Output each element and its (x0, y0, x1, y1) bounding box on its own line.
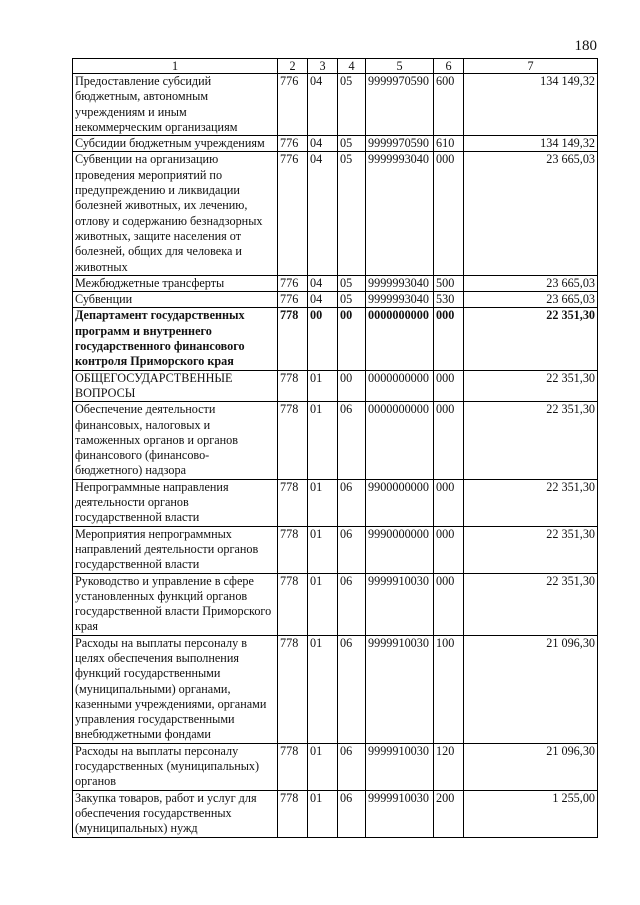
table-row (73, 308, 598, 370)
row-target-article-cell: 0000000000 (366, 308, 434, 370)
row-name-cell: Межбюджетные трансферты (73, 275, 278, 291)
row-target-article-cell: 9999993040 (366, 275, 434, 291)
row-subsection-cell: 06 (338, 526, 366, 573)
row-section-cell: 04 (308, 136, 338, 152)
row-name-cell: Непрограммные направления деятельности органов государственной власти (73, 479, 278, 526)
row-section-cell: 04 (308, 292, 338, 308)
row-target-article-cell: 9999910030 (366, 573, 434, 635)
row-expense-type-cell: 000 (434, 573, 464, 635)
table-body (73, 74, 598, 838)
header-col-7: 7 (464, 59, 598, 74)
row-section-cell: 01 (308, 790, 338, 837)
row-target-article-cell: 9999910030 (366, 635, 434, 743)
row-subsection-cell: 06 (338, 402, 366, 479)
row-grbs-cell: 776 (278, 292, 308, 308)
page-number: 180 (574, 38, 597, 54)
table-row (73, 573, 598, 635)
row-target-article-cell: 0000000000 (366, 370, 434, 402)
header-col-6: 6 (434, 59, 464, 74)
row-target-article-cell: 9900000000 (366, 479, 434, 526)
row-name-cell: Обеспечение деятельности финансовых, налоговых и таможенных органов и органов финансового (финансово-бюджетного) надзора (73, 402, 278, 479)
row-expense-type-cell: 000 (434, 402, 464, 479)
row-name-cell: Расходы на выплаты персоналу государственных (муниципальных) органов (73, 743, 278, 790)
table-row (73, 292, 598, 308)
row-name-cell: Руководство и управление в сфере установленных функций органов государственной власти Приморского края (73, 573, 278, 635)
table-row (73, 743, 598, 790)
row-amount-cell: 22 351,30 (464, 370, 598, 402)
row-section-cell: 04 (308, 152, 338, 275)
row-section-cell: 01 (308, 635, 338, 743)
row-name-cell: Субвенции на организацию проведения мероприятий по предупреждению и ликвидации болезней животных, их лечению, отлову и содержанию безнадзорных животных, защите населения от болезней, общих для человека и животных (73, 152, 278, 275)
table-row (73, 275, 598, 291)
row-expense-type-cell: 000 (434, 152, 464, 275)
header-col-3: 3 (308, 59, 338, 74)
row-grbs-cell: 776 (278, 74, 308, 136)
row-expense-type-cell: 530 (434, 292, 464, 308)
row-name-cell: Предоставление субсидий бюджетным, автономным учреждениям и иным некоммерческим организациям (73, 74, 278, 136)
row-grbs-cell: 778 (278, 479, 308, 526)
row-subsection-cell: 00 (338, 308, 366, 370)
table-row (73, 790, 598, 837)
row-amount-cell: 22 351,30 (464, 479, 598, 526)
table-row (73, 74, 598, 136)
row-amount-cell: 23 665,03 (464, 292, 598, 308)
row-name-cell: Субсидии бюджетным учреждениям (73, 136, 278, 152)
row-section-cell: 01 (308, 479, 338, 526)
row-subsection-cell: 06 (338, 743, 366, 790)
table-row (73, 370, 598, 402)
row-subsection-cell: 05 (338, 292, 366, 308)
row-expense-type-cell: 000 (434, 479, 464, 526)
row-target-article-cell: 9999993040 (366, 292, 434, 308)
row-grbs-cell: 776 (278, 152, 308, 275)
row-target-article-cell: 9999970590 (366, 74, 434, 136)
row-amount-cell: 22 351,30 (464, 308, 598, 370)
row-subsection-cell: 05 (338, 152, 366, 275)
row-target-article-cell: 9990000000 (366, 526, 434, 573)
row-target-article-cell: 9999970590 (366, 136, 434, 152)
row-expense-type-cell: 000 (434, 370, 464, 402)
row-target-article-cell: 9999993040 (366, 152, 434, 275)
row-section-cell: 01 (308, 370, 338, 402)
row-grbs-cell: 778 (278, 526, 308, 573)
row-section-cell: 01 (308, 573, 338, 635)
row-subsection-cell: 00 (338, 370, 366, 402)
row-expense-type-cell: 120 (434, 743, 464, 790)
row-name-cell: ОБЩЕГОСУДАРСТВЕННЫЕ ВОПРОСЫ (73, 370, 278, 402)
row-target-article-cell: 9999910030 (366, 743, 434, 790)
row-amount-cell: 134 149,32 (464, 74, 598, 136)
row-amount-cell: 22 351,30 (464, 573, 598, 635)
row-expense-type-cell: 000 (434, 308, 464, 370)
row-subsection-cell: 05 (338, 136, 366, 152)
row-section-cell: 01 (308, 743, 338, 790)
row-section-cell: 04 (308, 275, 338, 291)
table-header-row (73, 59, 598, 74)
row-expense-type-cell: 500 (434, 275, 464, 291)
row-grbs-cell: 778 (278, 743, 308, 790)
row-amount-cell: 21 096,30 (464, 635, 598, 743)
table-row (73, 479, 598, 526)
row-subsection-cell: 05 (338, 74, 366, 136)
header-col-2: 2 (278, 59, 308, 74)
row-grbs-cell: 776 (278, 275, 308, 291)
row-grbs-cell: 778 (278, 573, 308, 635)
row-target-article-cell: 0000000000 (366, 402, 434, 479)
row-section-cell: 00 (308, 308, 338, 370)
row-section-cell: 04 (308, 74, 338, 136)
row-amount-cell: 23 665,03 (464, 275, 598, 291)
row-grbs-cell: 778 (278, 402, 308, 479)
row-subsection-cell: 05 (338, 275, 366, 291)
table-row (73, 402, 598, 479)
row-subsection-cell: 06 (338, 790, 366, 837)
row-amount-cell: 21 096,30 (464, 743, 598, 790)
row-name-cell: Субвенции (73, 292, 278, 308)
header-col-4: 4 (338, 59, 366, 74)
header-col-5: 5 (366, 59, 434, 74)
row-name-cell: Департамент государственных программ и внутреннего государственного финансового контроля Приморского края (73, 308, 278, 370)
row-subsection-cell: 06 (338, 573, 366, 635)
row-target-article-cell: 9999910030 (366, 790, 434, 837)
table-row (73, 635, 598, 743)
table-row (73, 526, 598, 573)
row-amount-cell: 134 149,32 (464, 136, 598, 152)
row-amount-cell: 22 351,30 (464, 402, 598, 479)
table-row (73, 152, 598, 275)
row-grbs-cell: 778 (278, 370, 308, 402)
row-name-cell: Закупка товаров, работ и услуг для обеспечения государственных (муниципальных) нужд (73, 790, 278, 837)
row-name-cell: Мероприятия непрограммных направлений деятельности органов государственной власти (73, 526, 278, 573)
row-expense-type-cell: 000 (434, 526, 464, 573)
row-expense-type-cell: 200 (434, 790, 464, 837)
row-grbs-cell: 776 (278, 136, 308, 152)
row-section-cell: 01 (308, 526, 338, 573)
budget-table (72, 58, 598, 838)
row-amount-cell: 22 351,30 (464, 526, 598, 573)
row-expense-type-cell: 610 (434, 136, 464, 152)
row-grbs-cell: 778 (278, 308, 308, 370)
row-amount-cell: 1 255,00 (464, 790, 598, 837)
row-amount-cell: 23 665,03 (464, 152, 598, 275)
row-name-cell: Расходы на выплаты персоналу в целях обеспечения выполнения функций государственными (муниципальными) органами, казенными учреждениями, органами управления государственными внебюджетными фондами (73, 635, 278, 743)
table-row (73, 136, 598, 152)
row-grbs-cell: 778 (278, 635, 308, 743)
row-section-cell: 01 (308, 402, 338, 479)
row-grbs-cell: 778 (278, 790, 308, 837)
row-expense-type-cell: 100 (434, 635, 464, 743)
header-col-1: 1 (73, 59, 278, 74)
row-subsection-cell: 06 (338, 479, 366, 526)
row-expense-type-cell: 600 (434, 74, 464, 136)
row-subsection-cell: 06 (338, 635, 366, 743)
